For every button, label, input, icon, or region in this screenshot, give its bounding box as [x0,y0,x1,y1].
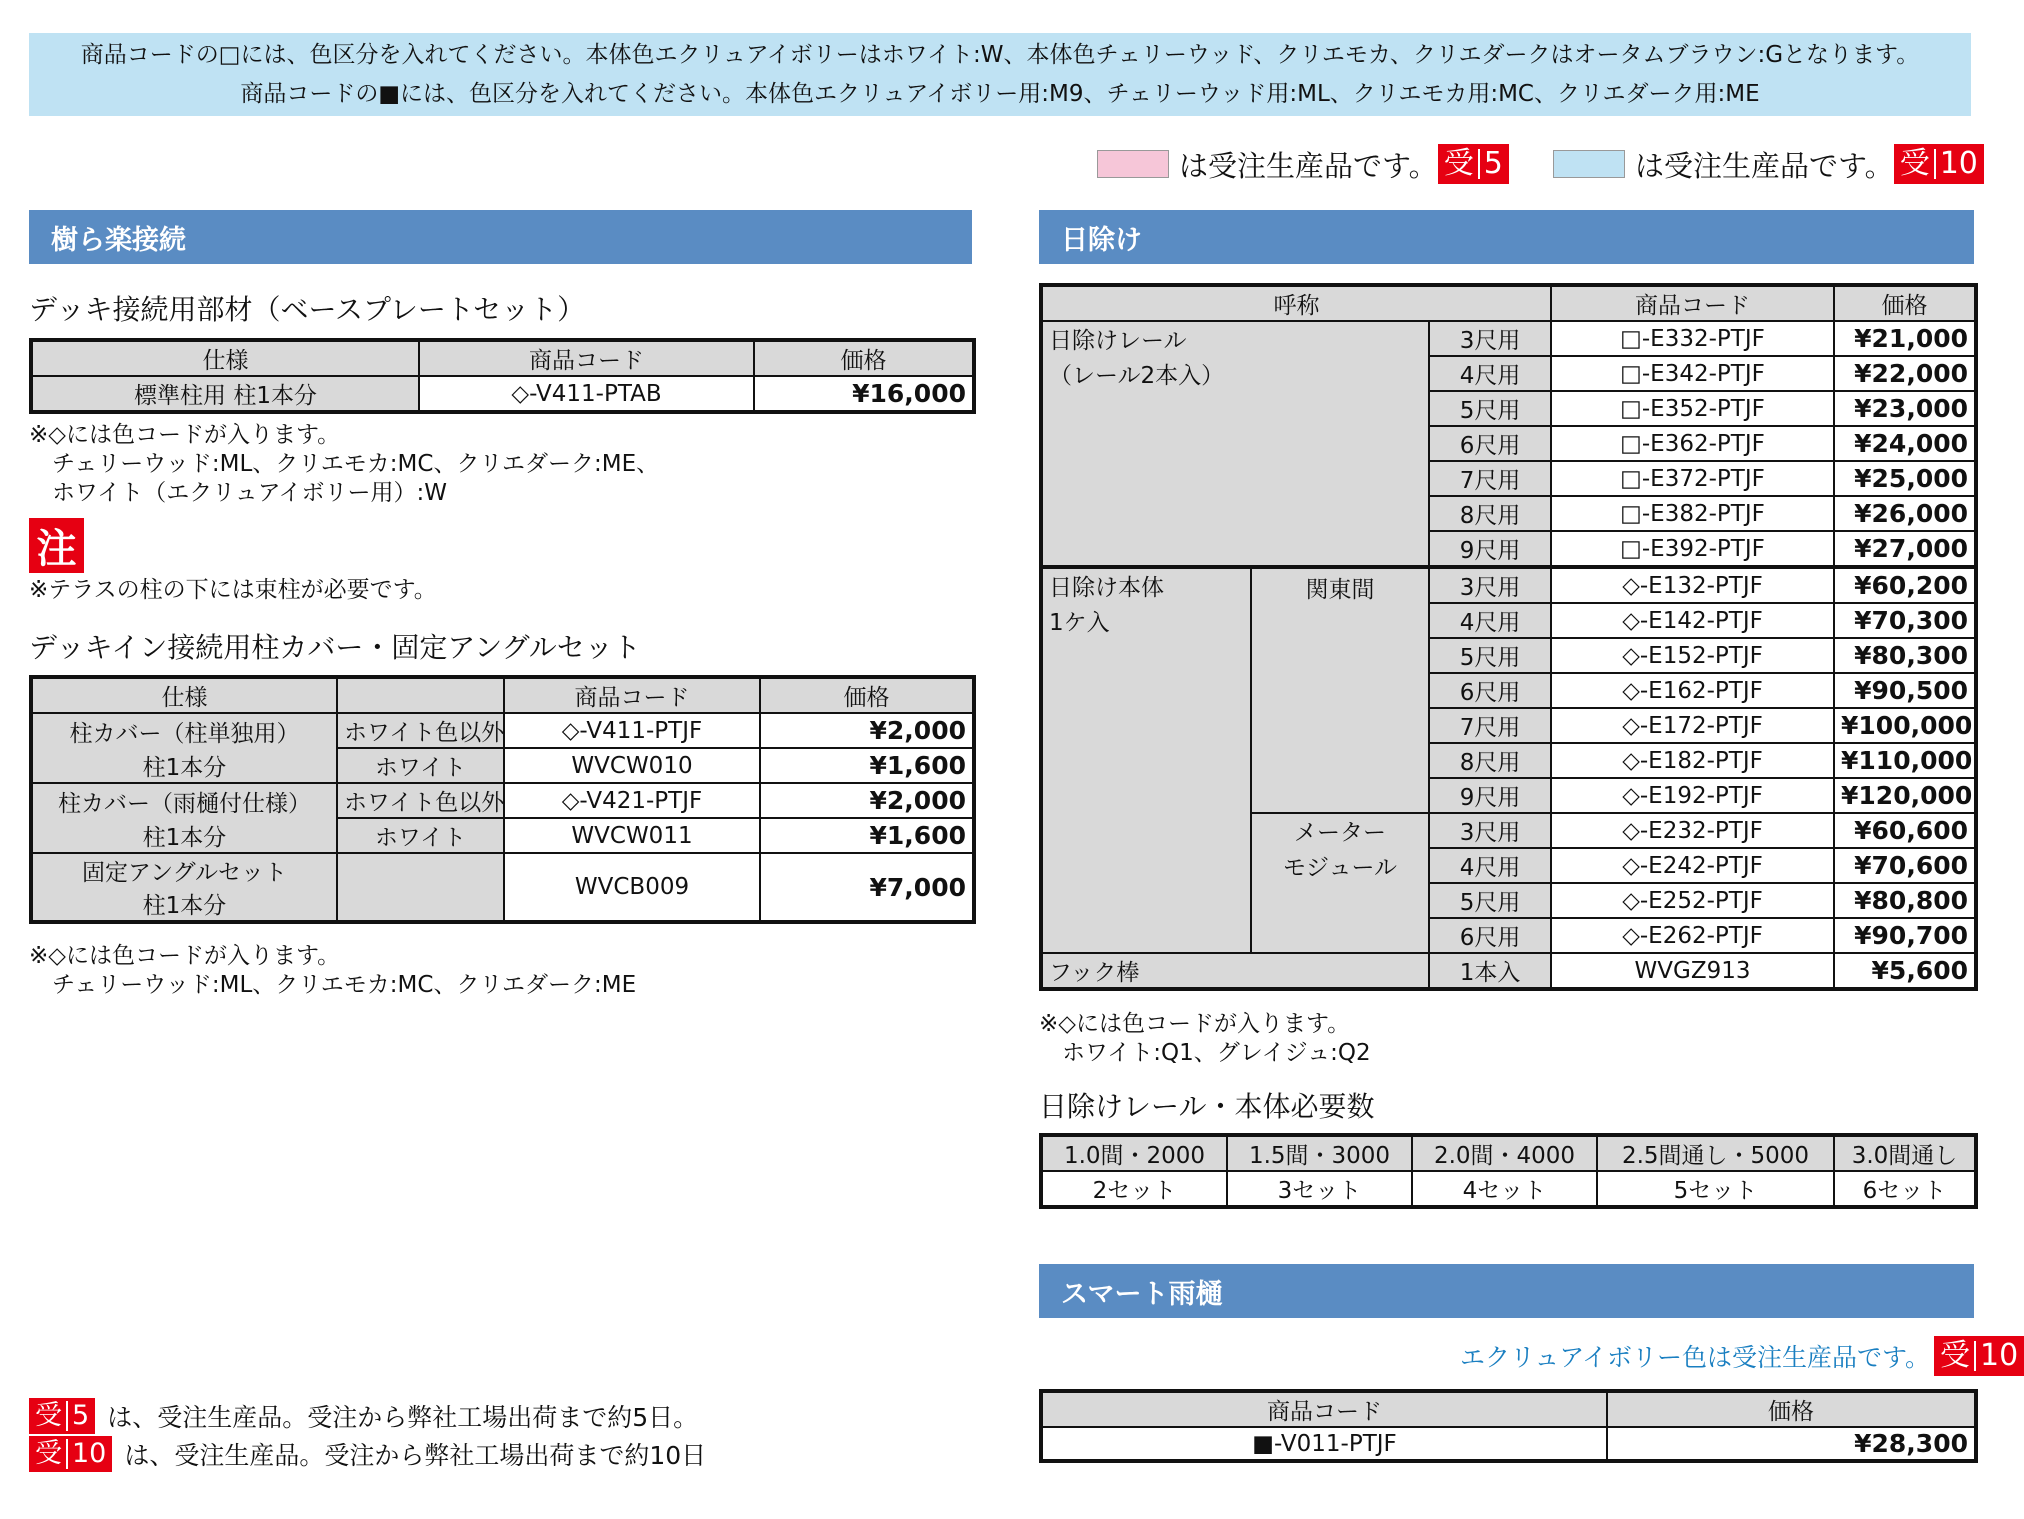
hiyoke-notes [1039,1010,1371,1068]
header-price: 価格 [760,677,974,713]
note-line: ※◇には色コードが入ります。 [29,943,341,969]
row-size: 5尺用 [1429,883,1551,918]
body-name-sub: 1ケ入 [1049,610,1110,636]
cover-title: デッキイン接続用柱カバー・固定アングルセット [29,631,641,664]
row-name: 柱1本分 [31,887,337,922]
row-size: 5尺用 [1429,391,1551,426]
row-code: ◇-E262-PTJF [1551,918,1834,953]
row-size: 3尺用 [1429,567,1551,603]
header-variant [337,677,504,713]
row-code: ◇-E182-PTJF [1551,743,1834,778]
row-price: ¥27,000 [1834,531,1976,567]
row-size: 6尺用 [1429,426,1551,461]
header-name: 呼称 [1041,285,1551,321]
header-spec: 仕様 [31,677,337,713]
row-code: ◇-E192-PTJF [1551,778,1834,813]
row-price: ¥1,600 [760,818,974,853]
row-size: 7尺用 [1429,461,1551,496]
lead-time-text: は、受注生産品。受注から弊社工場出荷まで約5日。 [107,1403,699,1432]
row-size: 9尺用 [1429,531,1551,567]
row-price: ¥21,000 [1834,321,1976,356]
row-price: ¥26,000 [1834,496,1976,531]
row-size: 8尺用 [1429,743,1551,778]
row-size: 4尺用 [1429,848,1551,883]
section-hiyoke: 日除け [1039,210,1974,264]
table-row [1041,953,1976,989]
req-header: 2.0間・4000 [1412,1135,1597,1171]
badge-juchu-5: 受 5 [29,1398,95,1434]
baseplate-table [29,338,976,414]
legend-pink [1097,143,1509,185]
legend-blue-text: は受注生産品です。 [1635,148,1894,183]
row-price: ¥5,600 [1834,953,1976,989]
row-size: 4尺用 [1429,356,1551,391]
row-price: ¥25,000 [1834,461,1976,496]
requirement-table [1039,1133,1978,1209]
req-value: 3セット [1227,1171,1412,1207]
caution-note: ※テラスの柱の下には束柱が必要です。 [29,577,437,603]
header-price: 価格 [1834,285,1976,321]
row-price: ¥1,600 [760,748,974,783]
row-price: ¥80,800 [1834,883,1976,918]
meter-label-2: モジュール [1282,855,1398,881]
lead-time-text: は、受注生産品。受注から弊社工場出荷まで約10日 [124,1441,707,1470]
note-line: チェリーウッド:ML、クリエモカ:MC、クリエダーク:ME [29,972,637,998]
req-header: 3.0間通し [1834,1135,1976,1171]
badge-juchu-10: 受 10 [1894,144,1984,184]
kanto-label: 関東間 [1251,567,1429,813]
gutter-note [1460,1336,2024,1376]
row-code: WVCW010 [504,748,760,783]
row-price: ¥2,000 [760,713,974,748]
requirement-title: 日除けレール・本体必要数 [1039,1090,1375,1123]
row-name: 柱カバー（雨樋付仕様） [31,783,337,818]
pink-swatch [1097,150,1169,178]
note-line: ホワイト（エクリュアイボリー用）:W [29,480,448,506]
req-value: 2セット [1041,1171,1227,1207]
cover-table [29,675,976,924]
table-row [31,713,974,748]
cover-notes [29,942,636,1000]
row-price: ¥24,000 [1834,426,1976,461]
baseplate-title: デッキ接続用部材（ベースプレートセット） [29,293,586,326]
row-size: 5尺用 [1429,638,1551,673]
row-price: ¥80,300 [1834,638,1976,673]
row-code: ◇-E142-PTJF [1551,603,1834,638]
req-value: 5セット [1597,1171,1834,1207]
gutter-price: ¥28,300 [1607,1427,1976,1461]
rail-name: 日除けレール [1049,328,1187,354]
row-code: ◇-V411-PTJF [504,713,760,748]
table-row [1041,567,1976,603]
row-code: ◇-E162-PTJF [1551,673,1834,708]
note-line: チェリーウッド:ML、クリエモカ:MC、クリエダーク:ME、 [29,451,660,477]
row-size: 9尺用 [1429,778,1551,813]
row-price: ¥110,000 [1834,743,1976,778]
legend-blue [1553,143,1984,185]
row-size: 6尺用 [1429,673,1551,708]
req-header: 1.5間・3000 [1227,1135,1412,1171]
row-code: □-E342-PTJF [1551,356,1834,391]
row-name: 柱1本分 [31,748,337,783]
row-price: ¥90,500 [1834,673,1976,708]
rail-name-sub: （レール2本入） [1049,363,1225,389]
req-value: 4セット [1412,1171,1597,1207]
baseplate-price: ¥16,000 [754,376,974,412]
note-line: ホワイト:Q1、グレイジュ:Q2 [1039,1040,1371,1066]
row-variant: ホワイト色以外 [337,783,504,818]
table-row [31,748,974,783]
row-variant: ホワイト [337,818,504,853]
row-code: □-E382-PTJF [1551,496,1834,531]
row-code: ◇-E172-PTJF [1551,708,1834,743]
row-price: ¥60,200 [1834,567,1976,603]
row-size: 3尺用 [1429,321,1551,356]
header-code: 商品コード [1551,285,1834,321]
row-price: ¥60,600 [1834,813,1976,848]
row-name: 固定アングルセット [31,853,337,887]
meter-label [1251,813,1429,953]
row-size: 1本入 [1429,953,1551,989]
body-name: 日除け本体 [1049,575,1164,601]
baseplate-notes [29,421,659,508]
req-header: 2.5間通し・5000 [1597,1135,1834,1171]
row-size: 3尺用 [1429,813,1551,848]
header-code: 商品コード [504,677,760,713]
row-size: 8尺用 [1429,496,1551,531]
lead-time-notes [29,1398,706,1472]
table-row [31,783,974,818]
banner-line-2: 商品コードの■には、色区分を入れてください。本体色エクリュアイボリー用:M9、チェリーウッド用:ML、クリエモカ用:MC、クリエダーク用:ME [240,80,1760,107]
row-code: □-E332-PTJF [1551,321,1834,356]
note-line: ※◇には色コードが入ります。 [29,422,341,448]
row-name: 柱カバー（柱単独用） [31,713,337,748]
lead-time-10 [29,1436,706,1472]
row-price: ¥2,000 [760,783,974,818]
row-price: ¥22,000 [1834,356,1976,391]
header-code: 商品コード [419,340,754,376]
row-price: ¥23,000 [1834,391,1976,426]
row-code: WVCW011 [504,818,760,853]
banner-line-1: 商品コードの□には、色区分を入れてください。本体色エクリュアイボリーはホワイト:W、本体色チェリーウッド、クリエモカ、クリエダークはオータムブラウン:Gとなります。 [80,41,1920,68]
body-name-cell [1041,567,1251,953]
row-code: □-E352-PTJF [1551,391,1834,426]
badge-juchu-10: 受 10 [1934,1336,2024,1376]
rail-name-cell [1041,321,1429,567]
req-value: 6セット [1834,1171,1976,1207]
req-header: 1.0間・2000 [1041,1135,1227,1171]
row-code: ◇-E242-PTJF [1551,848,1834,883]
caution-badge: 注 [29,518,84,573]
gutter-code: ■-V011-PTJF [1041,1427,1607,1461]
hiyoke-table [1039,283,1978,991]
row-code: □-E362-PTJF [1551,426,1834,461]
row-name: 柱1本分 [31,818,337,853]
row-code: □-E392-PTJF [1551,531,1834,567]
row-code: WVCB009 [504,853,760,922]
header-spec: 仕様 [31,340,419,376]
info-banner [29,33,1971,116]
legend-pink-text: は受注生産品です。 [1179,148,1438,183]
row-size: 4尺用 [1429,603,1551,638]
table-row [31,818,974,853]
baseplate-spec: 標準柱用 柱1本分 [31,376,419,412]
section-kirarakusetsuzoku: 樹ら楽接続 [29,210,972,264]
header-code: 商品コード [1041,1391,1607,1427]
row-code: ◇-E252-PTJF [1551,883,1834,918]
row-code: ◇-V421-PTJF [504,783,760,818]
row-variant-empty [337,853,504,922]
meter-label-1: メーター [1294,820,1386,846]
row-code: □-E372-PTJF [1551,461,1834,496]
row-variant: ホワイト色以外 [337,713,504,748]
table-row [31,853,974,887]
gutter-table [1039,1389,1978,1463]
row-code: WVGZ913 [1551,953,1834,989]
hook-name: フック棒 [1041,953,1429,989]
section-smart-amadoi: スマート雨樋 [1039,1264,1974,1318]
row-price: ¥7,000 [760,853,974,922]
header-price: 価格 [754,340,974,376]
badge-juchu-5: 受 5 [1438,144,1509,184]
row-price: ¥90,700 [1834,918,1976,953]
badge-juchu-10: 受 10 [29,1436,112,1472]
row-price: ¥120,000 [1834,778,1976,813]
row-price: ¥70,300 [1834,603,1976,638]
row-price: ¥70,600 [1834,848,1976,883]
row-size: 7尺用 [1429,708,1551,743]
blue-swatch [1553,150,1625,178]
gutter-note-text: エクリュアイボリー色は受注生産品です。 [1460,1343,1931,1372]
table-row [1041,321,1976,356]
header-price: 価格 [1607,1391,1976,1427]
row-code: ◇-E232-PTJF [1551,813,1834,848]
row-code: ◇-E132-PTJF [1551,567,1834,603]
note-line: ※◇には色コードが入ります。 [1039,1011,1351,1037]
baseplate-code: ◇-V411-PTAB [419,376,754,412]
row-size: 6尺用 [1429,918,1551,953]
row-code: ◇-E152-PTJF [1551,638,1834,673]
lead-time-5 [29,1398,706,1434]
row-variant: ホワイト [337,748,504,783]
row-price: ¥100,000 [1834,708,1976,743]
